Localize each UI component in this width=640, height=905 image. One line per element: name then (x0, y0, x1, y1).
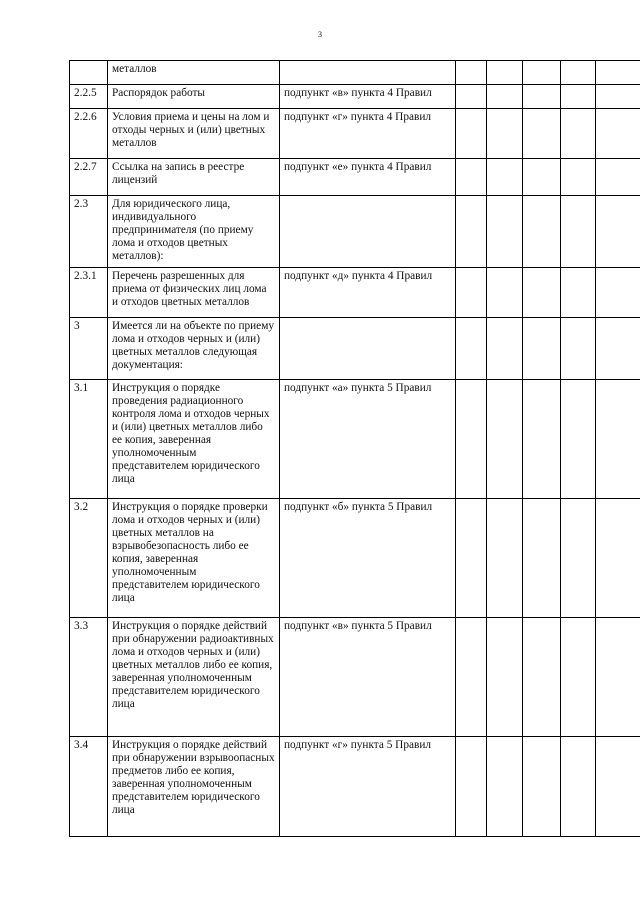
row-number: 2.2.5 (70, 85, 108, 109)
check-cell (456, 61, 487, 85)
check-cell (456, 618, 487, 737)
check-cell (596, 61, 640, 85)
legal-reference: подпункт «а» пункта 5 Правил (280, 380, 456, 499)
table-row (70, 737, 640, 837)
check-cell (487, 737, 523, 837)
row-number: 2.2.7 (70, 159, 108, 196)
table-row (70, 318, 640, 380)
row-number: 3.1 (70, 380, 108, 499)
row-number: 3.4 (70, 737, 108, 837)
check-cell (523, 318, 561, 380)
table-row (70, 499, 640, 618)
check-cell (561, 737, 596, 837)
legal-reference (280, 196, 456, 268)
check-cell (561, 109, 596, 159)
table-row (70, 61, 640, 85)
check-cell (561, 618, 596, 737)
table-row (70, 268, 640, 318)
requirement-text: Инструкция о порядке проведения радиационного контроля лома и отходов черных и (или) цветных металлов либо ее копия, заверенная уполномоченным представителем юридического лица (108, 380, 280, 499)
check-cell (487, 618, 523, 737)
check-cell (456, 380, 487, 499)
check-cell (523, 380, 561, 499)
legal-reference (280, 61, 456, 85)
check-cell (456, 737, 487, 837)
row-number: 2.2.6 (70, 109, 108, 159)
check-cell (523, 159, 561, 196)
check-cell (456, 318, 487, 380)
checklist-table (69, 60, 640, 837)
check-cell (596, 159, 640, 196)
check-cell (523, 61, 561, 85)
check-cell (561, 268, 596, 318)
legal-reference: подпункт «г» пункта 4 Правил (280, 109, 456, 159)
check-cell (487, 499, 523, 618)
check-cell (456, 109, 487, 159)
check-cell (487, 85, 523, 109)
check-cell (596, 109, 640, 159)
requirement-text: металлов (108, 61, 280, 85)
check-cell (523, 268, 561, 318)
check-cell (456, 196, 487, 268)
legal-reference: подпункт «г» пункта 5 Правил (280, 737, 456, 837)
check-cell (523, 85, 561, 109)
requirement-text: Перечень разрешенных для приема от физических лиц лома и отходов цветных металлов (108, 268, 280, 318)
requirement-text: Ссылка на запись в реестре лицензий (108, 159, 280, 196)
check-cell (456, 268, 487, 318)
check-cell (596, 268, 640, 318)
requirement-text: Инструкция о порядке действий при обнаружении радиоактивных лома и отходов черных и (или) цветных металлов либо ее копия, заверенная уполномоченным представителем юридического лица (108, 618, 280, 737)
check-cell (487, 380, 523, 499)
check-cell (456, 499, 487, 618)
legal-reference: подпункт «в» пункта 4 Правил (280, 85, 456, 109)
table-row (70, 109, 640, 159)
check-cell (596, 196, 640, 268)
check-cell (561, 159, 596, 196)
check-cell (561, 380, 596, 499)
check-cell (487, 268, 523, 318)
legal-reference: подпункт «д» пункта 4 Правил (280, 268, 456, 318)
check-cell (596, 318, 640, 380)
row-number: 3.2 (70, 499, 108, 618)
row-number: 3.3 (70, 618, 108, 737)
legal-reference (280, 318, 456, 380)
requirement-text: Имеется ли на объекте по приему лома и отходов черных и (или) цветных металлов следующая документация: (108, 318, 280, 380)
check-cell (487, 109, 523, 159)
row-number: 2.3.1 (70, 268, 108, 318)
check-cell (523, 499, 561, 618)
check-cell (456, 85, 487, 109)
requirement-text: Для юридического лица, индивидуального предпринимателя (по приему лома и отходов цветных металлов): (108, 196, 280, 268)
check-cell (596, 85, 640, 109)
row-number: 2.3 (70, 196, 108, 268)
check-cell (561, 61, 596, 85)
check-cell (487, 318, 523, 380)
requirement-text: Инструкция о порядке действий при обнаружении взрывоопасных предметов либо ее копия, заверенная уполномоченным представителем юридического лица (108, 737, 280, 837)
check-cell (487, 61, 523, 85)
check-cell (487, 196, 523, 268)
check-cell (523, 737, 561, 837)
check-cell (523, 618, 561, 737)
check-cell (561, 196, 596, 268)
legal-reference: подпункт «в» пункта 5 Правил (280, 618, 456, 737)
row-number: 3 (70, 318, 108, 380)
check-cell (596, 737, 640, 837)
check-cell (596, 380, 640, 499)
page-number: 3 (318, 30, 322, 39)
requirement-text: Инструкция о порядке проверки лома и отходов черных и (или) цветных металлов на взрывобезопасность либо ее копия, заверенная уполномоченным представителем юридического лица (108, 499, 280, 618)
check-cell (561, 499, 596, 618)
check-cell (487, 159, 523, 196)
check-cell (596, 618, 640, 737)
legal-reference: подпункт «б» пункта 5 Правил (280, 499, 456, 618)
table-row (70, 159, 640, 196)
check-cell (561, 85, 596, 109)
check-cell (561, 318, 596, 380)
check-cell (596, 499, 640, 618)
table-row (70, 85, 640, 109)
check-cell (523, 196, 561, 268)
table-row (70, 196, 640, 268)
table-row (70, 618, 640, 737)
requirement-text: Распорядок работы (108, 85, 280, 109)
row-number (70, 61, 108, 85)
requirement-text: Условия приема и цены на лом и отходы черных и (или) цветных металлов (108, 109, 280, 159)
table-row (70, 380, 640, 499)
check-cell (456, 159, 487, 196)
legal-reference: подпункт «е» пункта 4 Правил (280, 159, 456, 196)
check-cell (523, 109, 561, 159)
